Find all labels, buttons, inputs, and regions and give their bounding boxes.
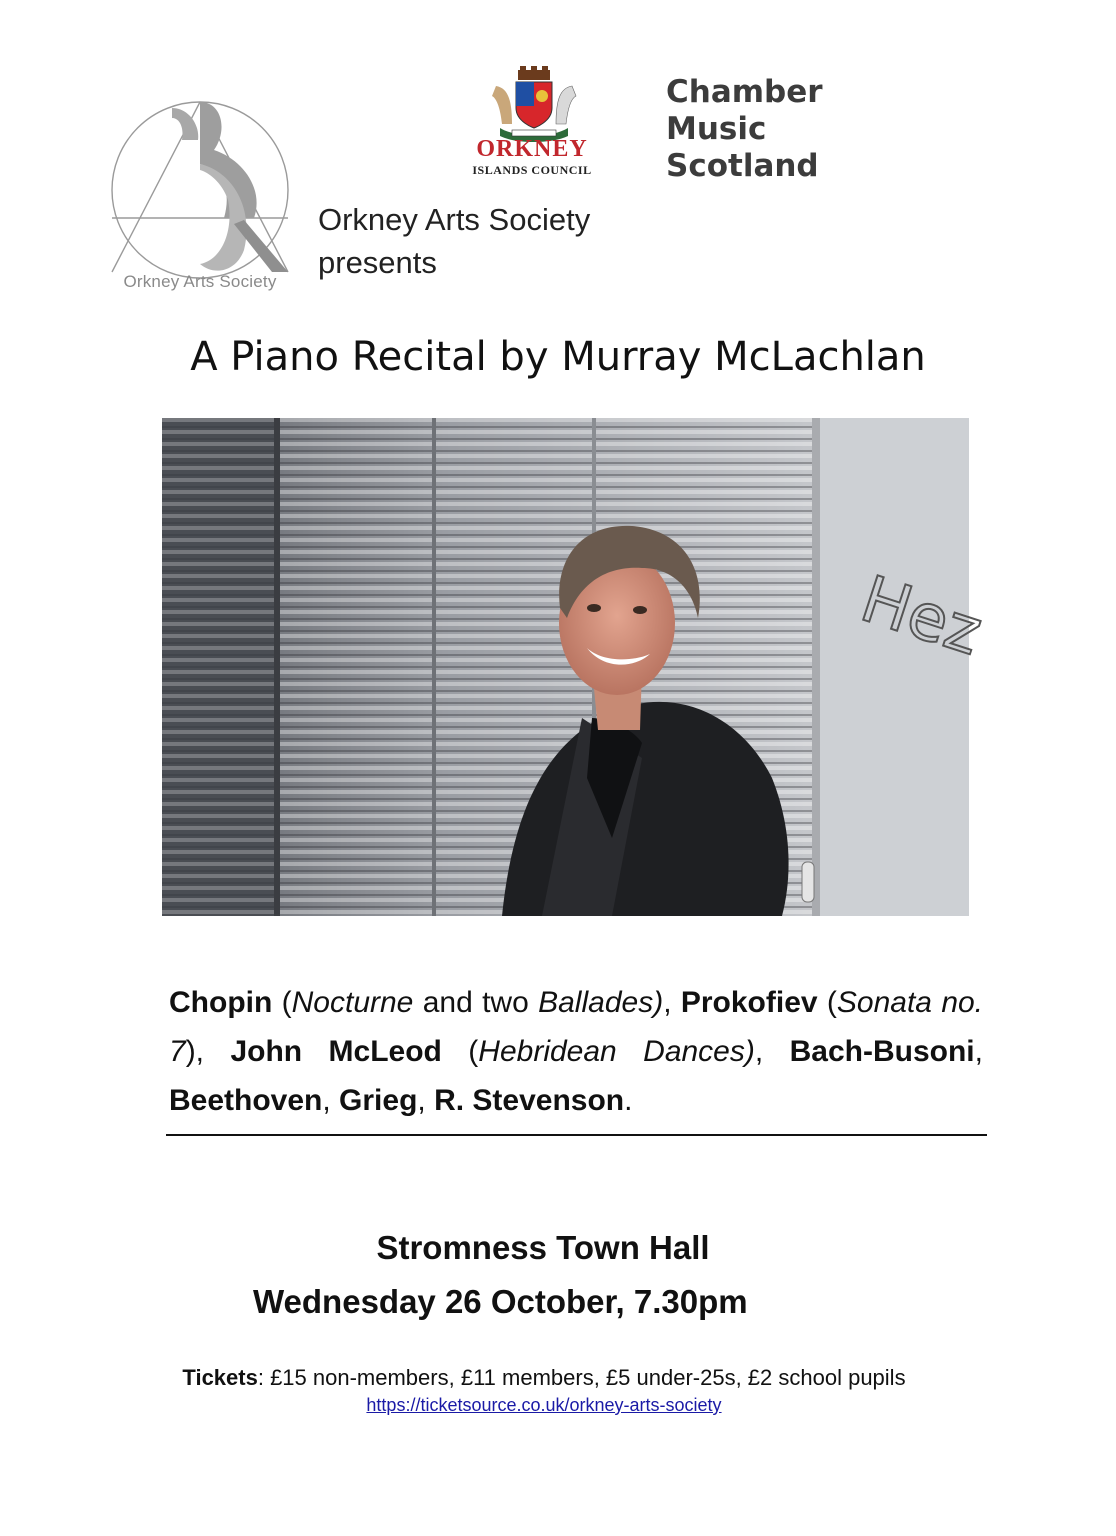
programme-punct: .	[624, 1084, 633, 1117]
programme-punct: ,	[322, 1084, 340, 1117]
ticket-link-row	[0, 1393, 1088, 1417]
page-title: A Piano Recital by Murray McLachlan	[190, 334, 926, 380]
composer-name: R. Stevenson	[434, 1084, 625, 1117]
programme-text	[169, 978, 983, 1125]
work-title: Sonata no. 7	[169, 986, 984, 1068]
programme-punct: ,	[754, 1035, 790, 1068]
programme-punct: ),	[185, 1035, 231, 1068]
cms-line: Chamber	[666, 74, 823, 110]
council-name: ORKNEY	[476, 136, 588, 162]
work-title: Hebridean Dances)	[478, 1035, 755, 1068]
programme-connector: and two	[413, 986, 539, 1019]
presenter-name: Orkney Arts Society	[318, 202, 591, 237]
tickets-label: Tickets	[182, 1365, 258, 1390]
cms-line: Music	[666, 111, 767, 147]
oas-logo-text: Orkney Arts Society	[123, 272, 277, 291]
composer-name: Bach-Busoni	[789, 1035, 975, 1068]
performer-photo-image	[162, 418, 991, 916]
programme-punct: ,	[974, 1035, 983, 1068]
orkney-council-crest-icon	[486, 66, 582, 144]
ticket-price-list: : £15 non-members, £11 members, £5 under-25s, £2 school pupils	[257, 1365, 906, 1390]
programme-punct: (	[272, 986, 292, 1019]
composer-name: Chopin	[169, 986, 273, 1019]
graffiti-text: Hez	[852, 562, 991, 671]
work-title: Nocturne	[291, 986, 414, 1019]
composer-name: Prokofiev	[680, 986, 818, 1019]
council-subtitle: ISLANDS COUNCIL	[472, 163, 592, 177]
programme-punct: ,	[417, 1084, 435, 1117]
divider	[166, 1134, 987, 1136]
venue: Stromness Town Hall	[376, 1229, 710, 1266]
programme-punct: ,	[663, 986, 681, 1019]
chamber-music-scotland-logo	[666, 74, 866, 185]
composer-name: John McLeod	[230, 1035, 442, 1068]
presenter-text	[318, 198, 658, 284]
cms-line: Scotland	[666, 148, 819, 184]
composer-name: Grieg	[339, 1084, 418, 1117]
programme-punct: (	[441, 1035, 479, 1068]
work-title: Ballades)	[538, 986, 664, 1019]
orkney-arts-society-logo	[104, 100, 296, 300]
composer-name: Beethoven	[169, 1084, 323, 1117]
ticket-prices	[0, 1364, 1088, 1392]
performer-photo	[162, 418, 991, 916]
event-date: Wednesday 26 October, 7.30pm	[253, 1283, 748, 1320]
programme-punct: (	[817, 986, 837, 1019]
presents-word: presents	[318, 245, 437, 280]
ticket-link[interactable]: https://ticketsource.co.uk/orkney-arts-society	[366, 1395, 722, 1415]
